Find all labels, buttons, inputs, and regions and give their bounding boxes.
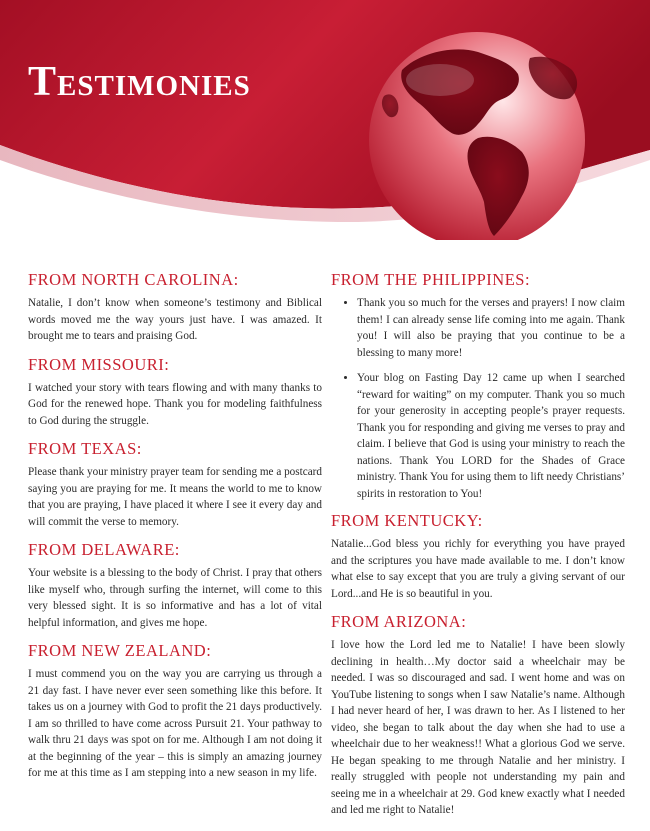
page-title: Testimonies [28, 59, 251, 105]
testimony-text: Natalie...God bless you richly for everything you have prayed and the scriptures you have made available to me. I don’t know what else to say except that you are truly a giving servant of our Lord...and He is so beautiful in you. [331, 538, 625, 600]
testimony-text: I must commend you on the way you are carrying us through a 21 day fast. I have never ever seen something like this before. It takes us on a journey with God to profit the 21 days productively. I am so thrilled to have come across Pursuit 21. Your pathway to walk thru 21 days was spot on for me. Although I am not doing it at the beginning of the year – this is simply an amazing journey for me at this time as I am stepping into a new season in my life. [28, 668, 322, 779]
section-heading: FROM THE PHILIPPINES: [331, 270, 531, 289]
testimony-missouri [28, 355, 322, 430]
testimony-north-carolina [28, 270, 322, 345]
section-heading: FROM NORTH CAROLINA: [28, 270, 239, 289]
section-heading: FROM NEW ZEALAND: [28, 641, 212, 660]
testimony-text: I watched your story with tears flowing and with many thanks to God for the renewed hope. Thank you for modeling faithfulness to God during the struggle. [28, 381, 322, 427]
testimony-philippines [331, 270, 625, 502]
testimony-texas [28, 439, 322, 530]
bullet-list [331, 295, 625, 502]
section-heading: FROM TEXAS: [28, 439, 142, 458]
testimony-arizona [331, 612, 625, 819]
testimony-new-zealand [28, 641, 322, 782]
testimony-kentucky [331, 511, 625, 602]
testimony-text: Please thank your ministry prayer team for sending me a postcard saying you are praying for me. It means the world to me to know that you are praying, I have placed it where I see it every day and will commit the verse to memory. [28, 466, 322, 528]
right-column [331, 270, 625, 829]
globe-icon [369, 32, 585, 240]
section-heading: FROM DELAWARE: [28, 540, 180, 559]
left-column [28, 270, 322, 792]
list-item: • Thank you so much for the verses and prayers! I now claim them! I can already sense life coming into me again. Thank you! I will also be praying that you continue to be a blessing to many more! [357, 295, 625, 361]
section-heading: FROM KENTUCKY: [331, 511, 483, 530]
section-heading: FROM ARIZONA: [331, 612, 467, 631]
testimony-text: Natalie, I don’t know when someone’s testimony and Biblical words moved me the way yours just have. I was amazed. It brought me to tears and praising God. [28, 297, 322, 342]
testimony-delaware [28, 540, 322, 631]
banner-graphic [0, 0, 650, 240]
list-item: • Your blog on Fasting Day 12 came up when I searched “reward for waiting” on my computer. Thank you so much for your generosity in accepting people’s prayer requests. Thank you for responding and giving me verses to pray and claim. I believe that God is using your ministry to reach the nations. Thank You LORD for the Shades of Grace ministry. Thank You for using them to lift needy Christians’ spirits in restoration to You! [357, 370, 625, 502]
header-banner [0, 0, 650, 240]
section-heading: FROM MISSOURI: [28, 354, 170, 374]
testimony-text: Your website is a blessing to the body of Christ. I pray that others like myself who, through surfing the internet, will come to this very blessed sight. It is so informative and has a lot of vital helpful information, and gives me hope. [28, 567, 322, 629]
testimony-text: I love how the Lord led me to Natalie! I have been slowly declining in health…My doctor said a wheelchair may be needed. I was so discouraged and sad. I went home and was on YouTube listening to songs when I saw Natalie’s name. Although I had never heard of her, I was drawn to her. As I listened to her video, she began to talk about the day when she had to use a wheelchair due to her weakness!! What a glorious God we serve. He began speaking to me through Natalie and her ministry. I really struggled with people not understanding my pain and seeing me in a wheelchair at 29. God knew exactly what I needed and led me right to Natalie! [331, 639, 625, 816]
